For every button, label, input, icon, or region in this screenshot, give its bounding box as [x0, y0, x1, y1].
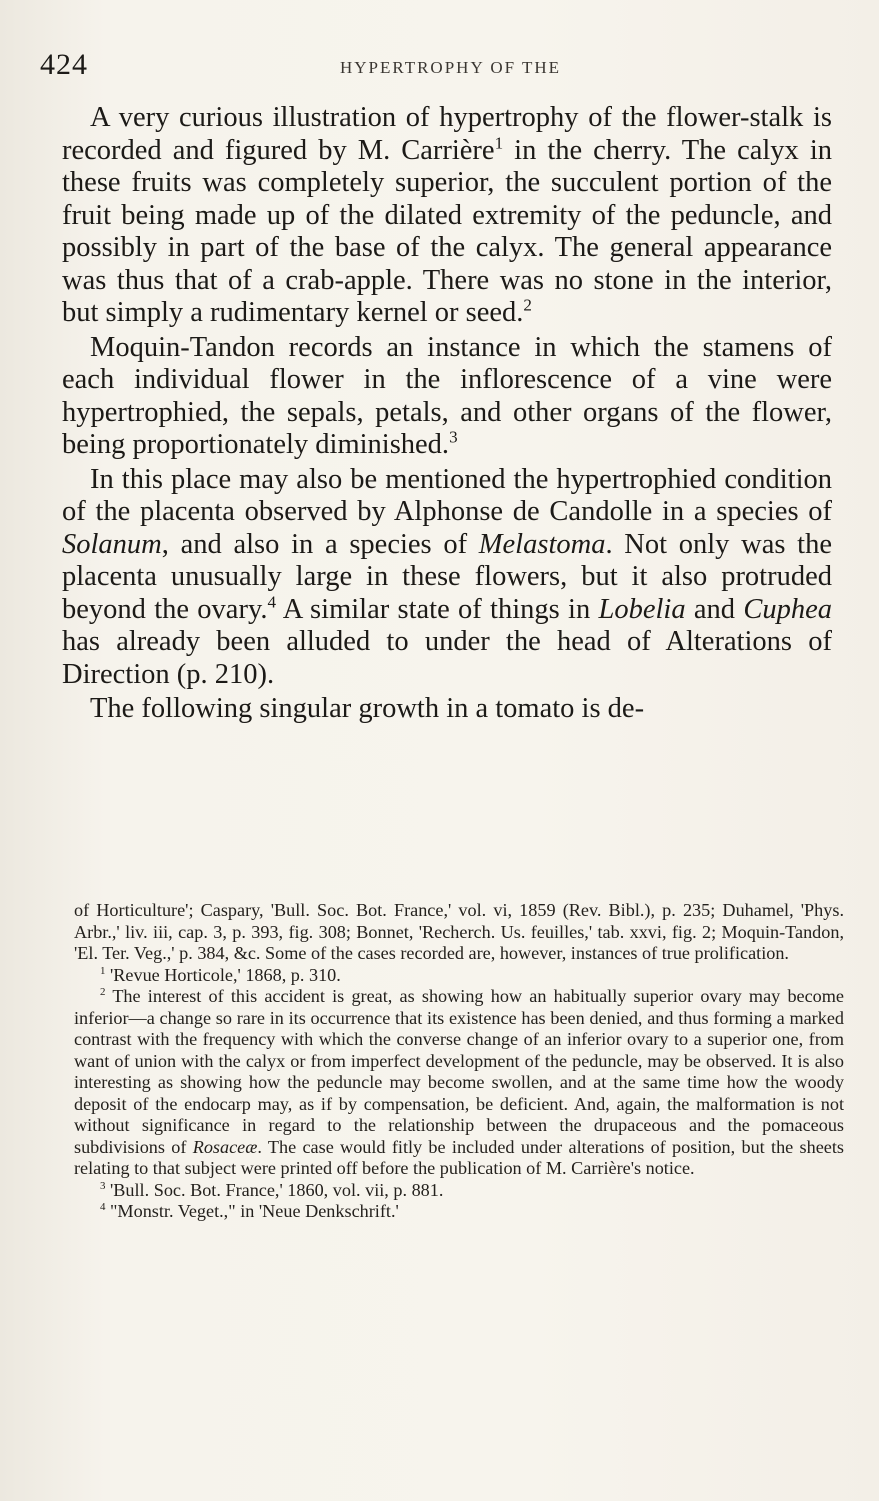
- footnote-1-mark: 1: [100, 964, 106, 977]
- footnote-ref-1: 1: [494, 133, 504, 152]
- paragraph-3-text-c: . Not only was the placenta unusually large in these flowers, but it also protruded beyond the ovary.: [62, 528, 832, 625]
- paragraph-4: [62, 693, 832, 726]
- paragraph-1-text-a: A very curious illustration of hypertrophy of the flower-stalk is recorded and figured by M. Carrière: [62, 102, 832, 166]
- paragraph-3-text-d: A similar state of things in: [276, 593, 599, 625]
- taxon-rosaceae: Rosaceæ: [192, 1136, 258, 1157]
- page-number: 424: [40, 48, 88, 81]
- footnote-ref-2: 2: [523, 295, 532, 315]
- taxon-lobelia: Lobelia: [598, 593, 686, 625]
- paragraph-3-text-a: In this place may also be mentioned the hypertrophied condition of the placenta observed by Alphonse de Candolle in a species of: [62, 463, 832, 527]
- footnote-3-text: 'Bull. Soc. Bot. France,' 1860, vol. vii, p. 881.: [105, 1179, 444, 1200]
- footnote-1: [74, 965, 844, 987]
- running-head: HYPERTROPHY OF THE: [340, 58, 562, 77]
- footnote-2-text-b: . The case would fitly be included under alterations of position, but the sheets relating to that subject were printed off before the publication of M. Carrière's notice.: [74, 1136, 844, 1178]
- paragraph-3-text-e: and: [685, 593, 744, 625]
- footnote-3: [74, 1180, 844, 1202]
- paragraph-4-text: The following singular growth in a tomato is de-: [90, 693, 645, 724]
- paragraph-3: [62, 464, 832, 692]
- taxon-melastoma: Melastoma: [478, 528, 606, 560]
- page-header: [40, 48, 840, 88]
- footnote-3-mark: 3: [100, 1179, 106, 1192]
- footnote-4-mark: 4: [100, 1200, 106, 1213]
- paragraph-1: [62, 102, 832, 330]
- paragraph-3-text-f: has already been alluded to under the head of Alterations of Direction (p. 210).: [62, 626, 832, 690]
- taxon-solanum: Solanum: [62, 528, 162, 560]
- footnote-ref-3: 3: [449, 427, 458, 447]
- footnote-4-text: "Monstr. Veget.," in 'Neue Denkschrift.': [105, 1201, 399, 1221]
- footnote-2: [74, 986, 844, 1180]
- footnote-4: [74, 1201, 844, 1223]
- footnotes: [74, 900, 844, 1223]
- paragraph-3-text-b: , and also in a species of: [161, 528, 479, 560]
- body-text: [62, 102, 832, 728]
- taxon-cuphea: Cuphea: [743, 593, 833, 625]
- paragraph-2: [62, 332, 832, 462]
- footnote-2-mark: 2: [100, 985, 106, 998]
- paragraph-2-text: Moquin-Tandon records an instance in which the stamens of each individual flower in the inflorescence of a vine were hypertrophied, the sepals, petals, and other organs of the flower, being proportionately diminished.: [62, 331, 832, 460]
- footnote-1-text: 'Revue Horticole,' 1868, p. 310.: [105, 964, 341, 985]
- footnote-ref-4: 4: [267, 592, 277, 611]
- paragraph-1-text-b: in the cherry. The calyx in these fruits was completely superior, the succulent portion of the fruit being made up of the dilated extremity of the peduncle, and possibly in part of the base of the calyx. The general appearance was thus that of a crab-apple. There was no stone in the interior, but simply a rudimentary kernel or seed.: [62, 134, 832, 328]
- footnote-continued: of Horticulture'; Caspary, 'Bull. Soc. Bot. France,' vol. vi, 1859 (Rev. Bibl.), p. 235; Duhamel, 'Phys. Arbr.,' liv. iii, cap. 3, p. 393, fig. 308; Bonnet, 'Recherch. Us. feuilles,' tab. xxvi, fig. 2; Moquin-Tandon, 'El. Ter. Veg.,' p. 384, &c. Some of the cases recorded are, however, instances of true prolification.: [74, 900, 844, 963]
- footnote-2-text-a: The interest of this accident is great, as showing how an habitually superior ovary may become inferior—a change so rare in its occurrence that its existence has been denied, and thus forming a marked contrast with the frequency with which the converse change of an inferior ovary to a superior one, from want of union with the calyx or from imperfect development of the peduncle, may be observed. It is also interesting as showing how the peduncle may become swollen, and at the same time how the woody deposit of the endocarp may, as if by compensation, be deficient. And, again, the malformation is not without significance in regard to the relationship between the drupaceous and the pomaceous subdivisions of: [74, 986, 844, 1157]
